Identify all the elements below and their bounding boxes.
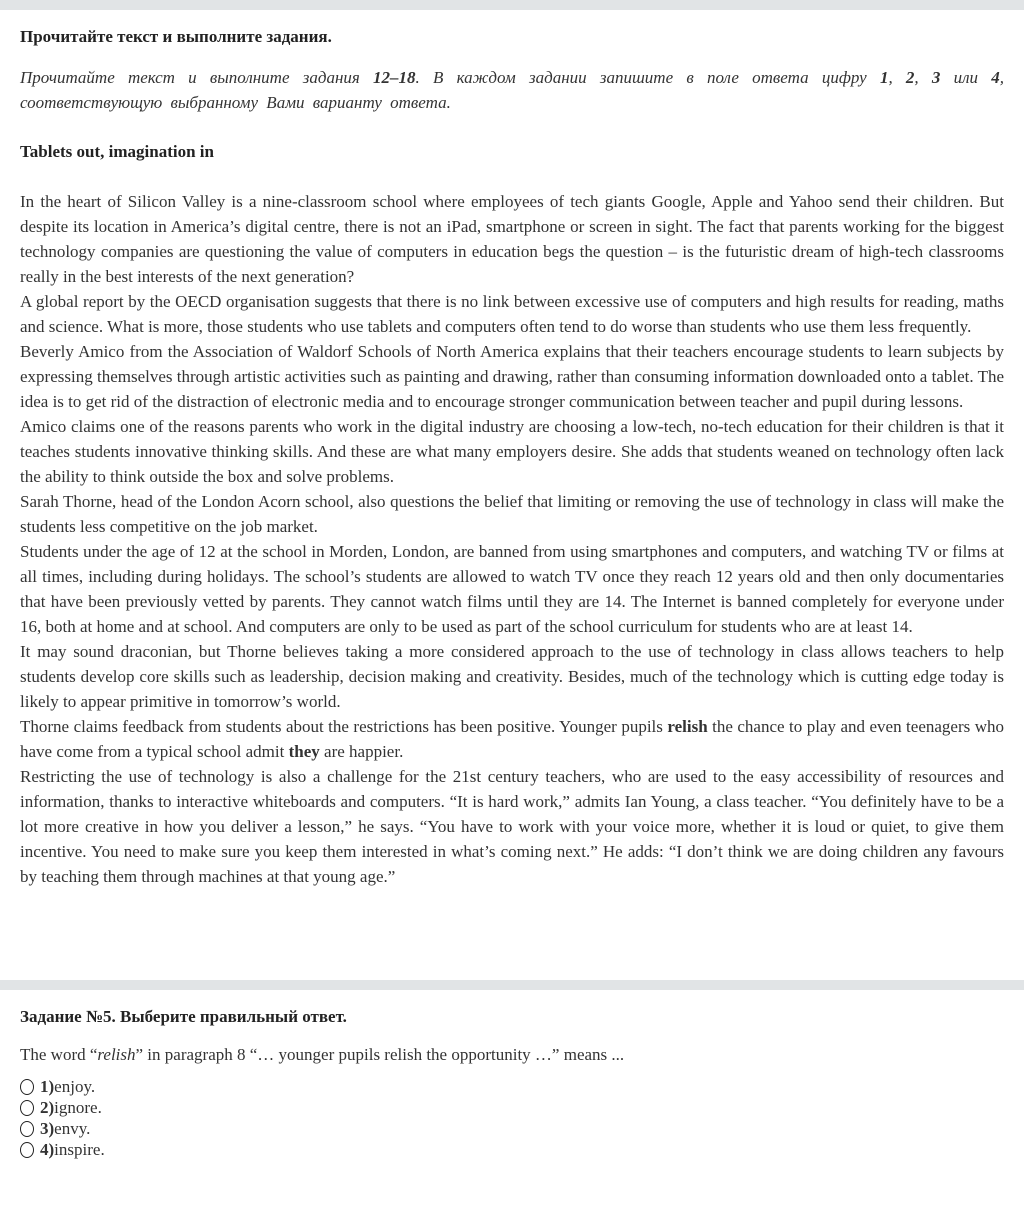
instr-text: , соответствующую выбранному Вами варианту ответа. <box>20 68 1005 112</box>
answer-options <box>20 1076 1004 1160</box>
section-title: Прочитайте текст и выполните задания. <box>20 27 332 46</box>
digit: 2 <box>905 68 915 87</box>
option-3[interactable] <box>20 1118 1004 1139</box>
digit: 4 <box>991 68 1000 87</box>
radio-button[interactable] <box>20 1121 34 1137</box>
paragraph: Beverly Amico from the Association of Waldorf Schools of North America explains that their teachers encourage students to learn subjects by expressing themselves through artistic activities such as painting and drawing, rather than consuming information downloaded onto a tablet. The idea is to get rid of the distraction of electronic media and to encourage stronger communication between teacher and pupil during lessons. <box>20 342 1004 411</box>
para-text: are happier. <box>319 742 404 761</box>
para-text: the chance to play and even teenagers who have come from a typical school admit <box>20 717 1004 761</box>
paragraph: It may sound draconian, but Thorne believes taking a more considered approach to the use of technology in class allows teachers to help students develop core skills such as leadership, decision making and creativity. Besides, much of the technology which is cutting edge today is likely to appear primitive in tomorrow’s world. <box>20 642 1004 711</box>
top-divider <box>0 0 1024 10</box>
option-2[interactable] <box>20 1097 1004 1118</box>
paragraph: Restricting the use of technology is also a challenge for the 21st century teachers, who are used to the easy accessibility of resources and information, thanks to interactive whiteboards and computers. “It is hard work,” admits Ian Young, a class teacher. “You definitely have to be a lot more creative in how you deliver a lesson,” he says. “You have to work with your voice more, whether it is loud or quiet, to give them incentive. You need to make sure you keep them interested in what’s coming next.” He adds: “I don’t think we are doing children any favours by teaching them through machines at that young age.” <box>20 767 1004 886</box>
option-number: 3) <box>40 1118 55 1138</box>
task-title: Задание №5. Выберите правильный ответ. <box>20 1007 347 1026</box>
highlight-they: they <box>288 742 320 761</box>
instructions-title <box>20 27 1004 47</box>
option-label: enjoy. <box>54 1076 96 1096</box>
instr-text: , <box>914 68 932 87</box>
paragraph: Amico claims one of the reasons parents who work in the digital industry are choosing a low-tech, no-tech education for their children is that it teaches students innovative thinking skills. And these are what many employers desire. She adds that students weaned on technology often lack the ability to think outside the box and solve problems. <box>20 417 1004 486</box>
instr-text: или <box>940 68 992 87</box>
question-text: The word “ <box>20 1045 98 1064</box>
option-number: 1) <box>40 1076 55 1096</box>
option-label: inspire. <box>54 1139 105 1159</box>
instr-text: Прочитайте текст и выполните задания <box>20 68 374 87</box>
option-label: ignore. <box>54 1097 102 1117</box>
radio-button[interactable] <box>20 1079 34 1095</box>
radio-button[interactable] <box>20 1100 34 1116</box>
instr-text: . В каждом задании запишите в поле ответа цифру <box>415 68 880 87</box>
section-divider <box>0 980 1024 990</box>
paragraph: In the heart of Silicon Valley is a nine-classroom school where employees of tech giants Google, Apple and Yahoo send their children. But despite its location in America’s digital centre, there is not an iPad, smartphone or screen in sight. The fact that parents working for the biggest technology companies are questioning the value of computers in education begs the question – is the futuristic dream of high-tech classrooms really in the best interests of the next generation? <box>20 192 1004 286</box>
option-4[interactable] <box>20 1139 1004 1160</box>
option-1[interactable] <box>20 1076 1004 1097</box>
instructions-text <box>20 65 1004 115</box>
article-body <box>20 189 1004 889</box>
task-range: 12–18 <box>373 68 416 87</box>
article-title: Tablets out, imagination in <box>20 142 214 161</box>
highlight-relish: relish <box>667 717 708 736</box>
task-question <box>20 1045 1004 1065</box>
digit: 1 <box>879 68 889 87</box>
question-text: ” in paragraph 8 “… younger pupils relish the opportunity …” means ... <box>135 1045 625 1064</box>
radio-button[interactable] <box>20 1142 34 1158</box>
paragraph: A global report by the OECD organisation suggests that there is no link between excessive use of computers and high results for reading, maths and science. What is more, those students who use tablets and computers often tend to do worse than students who use them less frequently. <box>20 292 1004 336</box>
option-number: 2) <box>40 1097 55 1117</box>
option-number: 4) <box>40 1139 55 1159</box>
para-text: Thorne claims feedback from students about the restrictions has been positive. Younger pupils <box>20 717 668 736</box>
option-label: envy. <box>54 1118 91 1138</box>
digit: 3 <box>931 68 941 87</box>
paragraph: Students under the age of 12 at the school in Morden, London, are banned from using smartphones and computers, and watching TV or films at all times, including during holidays. The school’s students are allowed to watch TV once they reach 12 years old and then only documentaries that have been previously vetted by parents. They cannot watch films until they are 14. The Internet is banned completely for everyone under 16, both at home and at school. And computers are only to be used as part of the school curriculum for students who are at least 14. <box>20 542 1004 636</box>
question-word: relish <box>97 1045 136 1064</box>
paragraph-8 <box>20 714 1004 764</box>
instr-text: , <box>888 68 906 87</box>
paragraph: Sarah Thorne, head of the London Acorn school, also questions the belief that limiting or removing the use of technology in class will make the students less competitive on the job market. <box>20 492 1004 536</box>
